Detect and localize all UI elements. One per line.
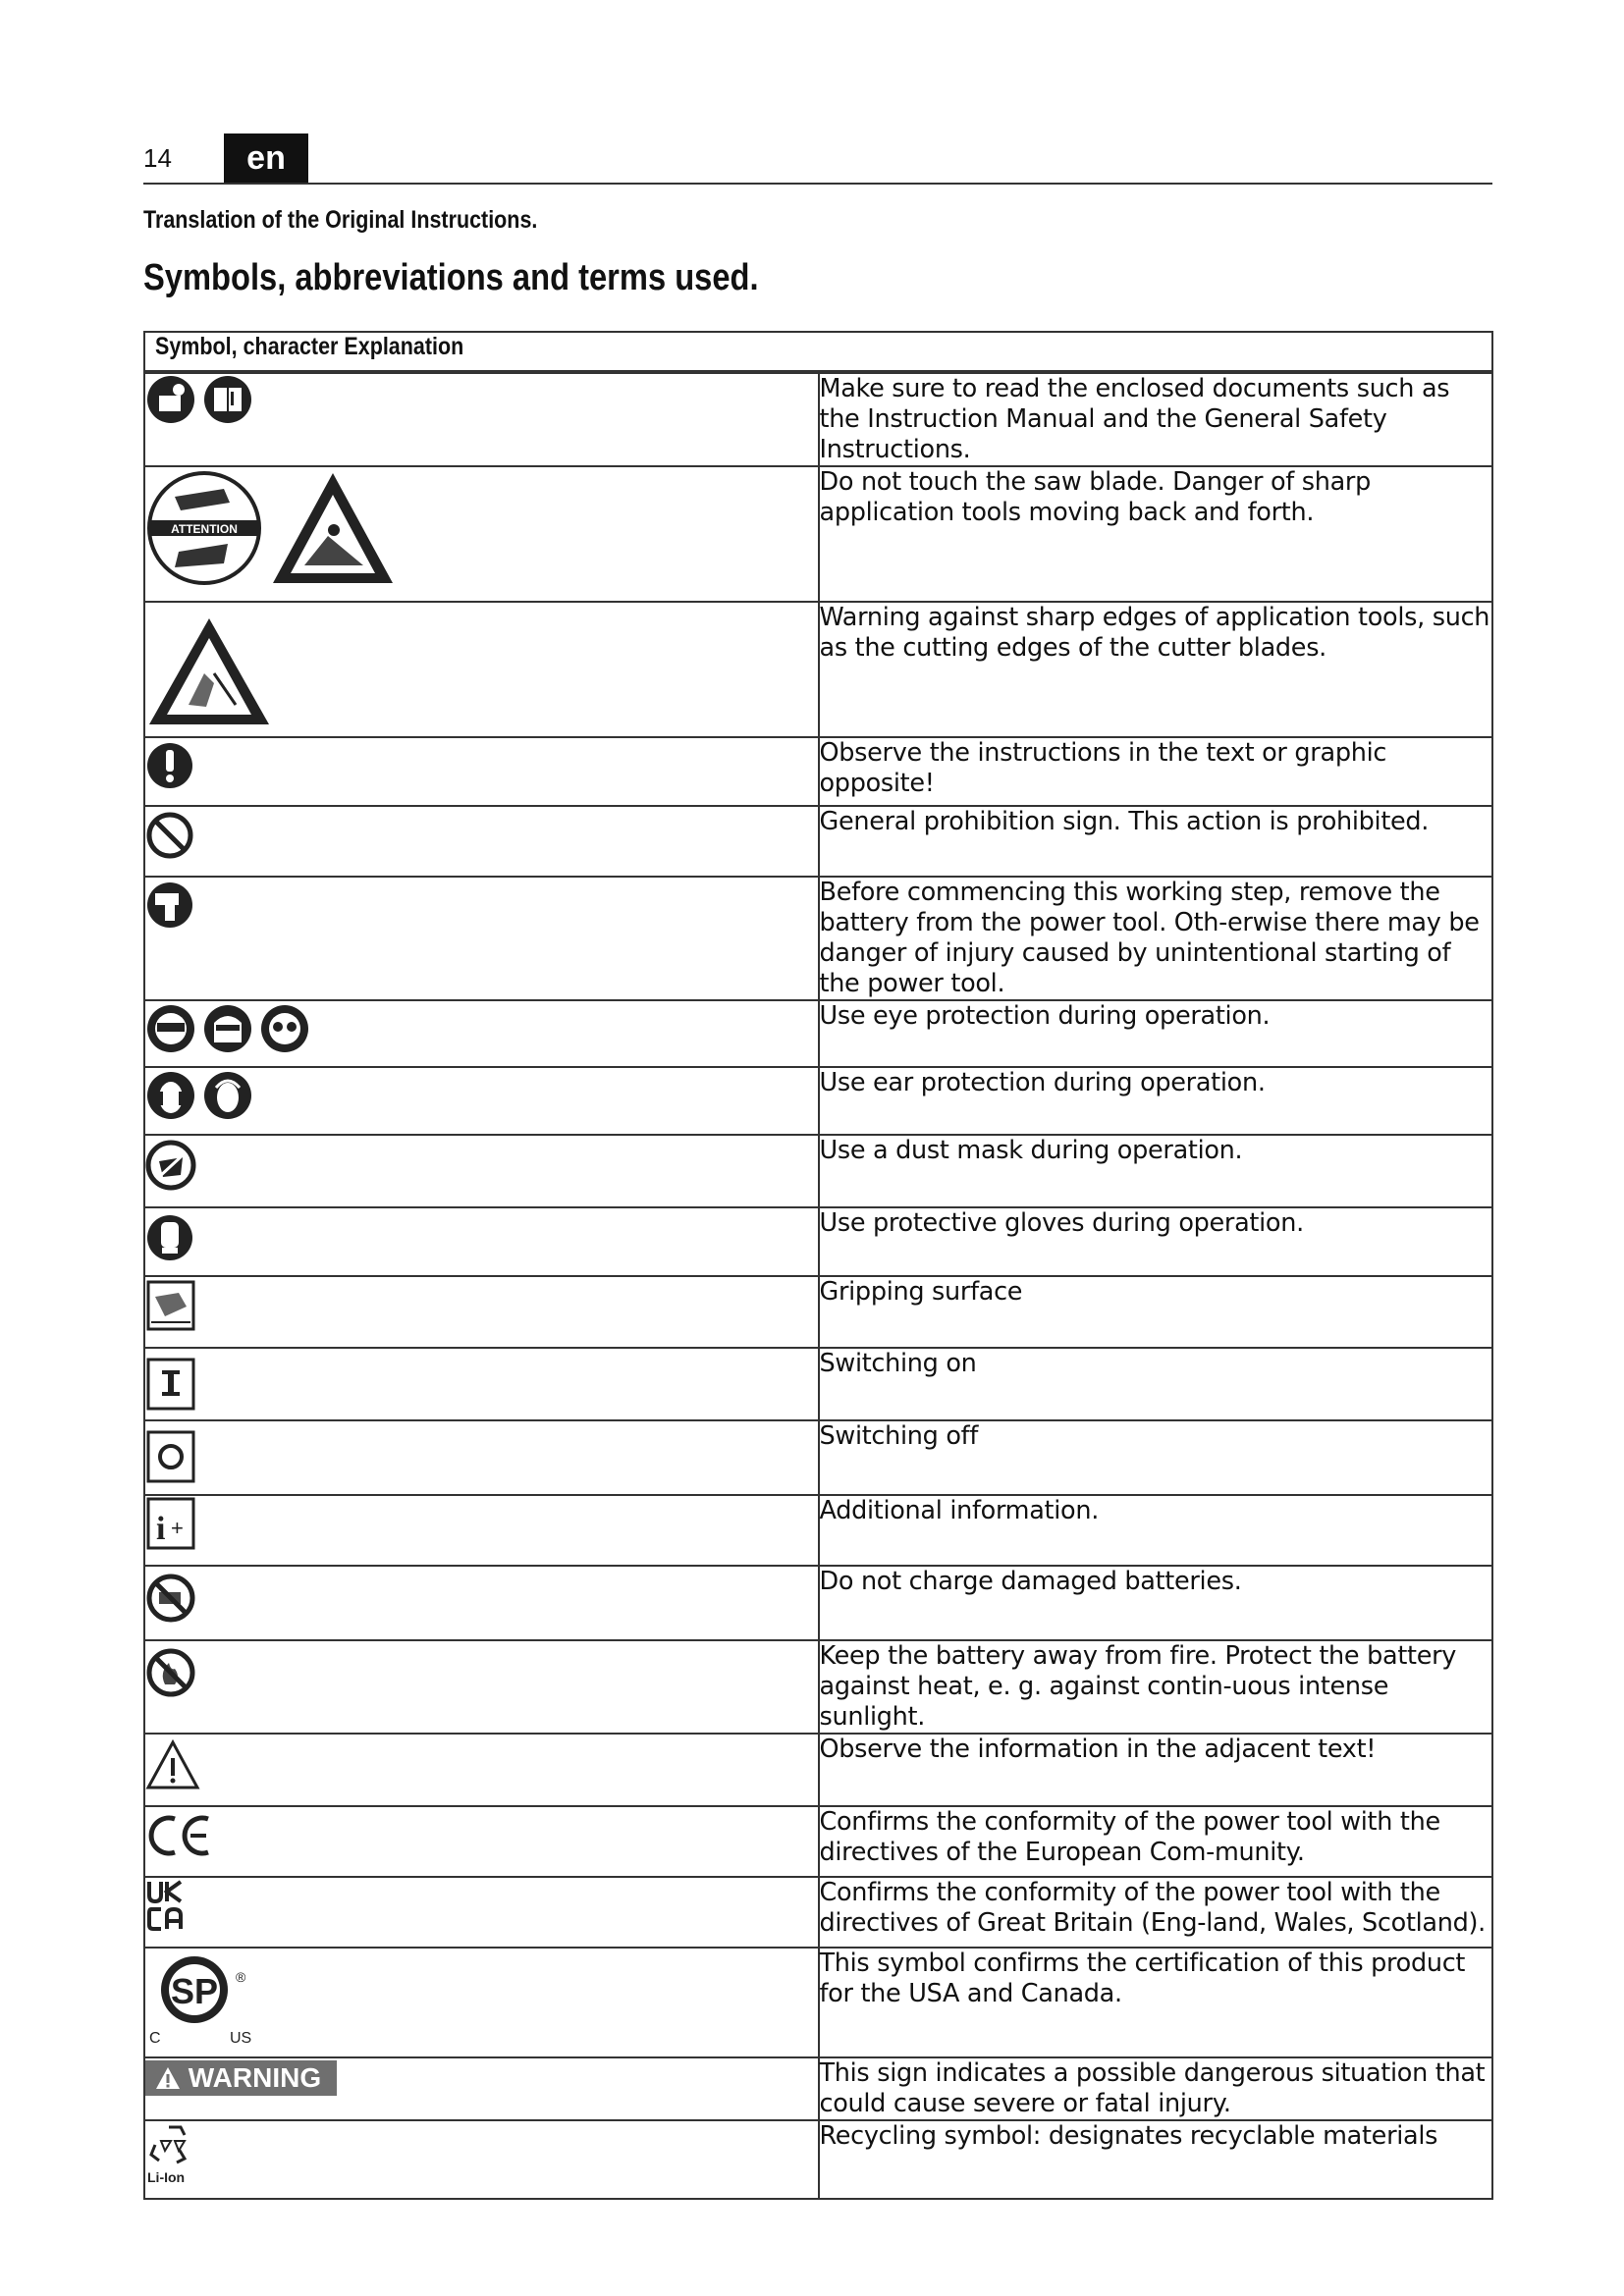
table-header-row bbox=[144, 332, 1492, 371]
manual-book-icon bbox=[202, 374, 253, 425]
switch-off-icon bbox=[145, 1429, 196, 1484]
cutting-edge-warning-triangle-icon bbox=[145, 614, 273, 728]
header-symbol: Symbol, character bbox=[155, 333, 339, 360]
ukca-mark-icon bbox=[145, 1878, 185, 1933]
explanation-cell: Use ear protection during operation. bbox=[819, 1067, 1493, 1135]
switch-on-icon bbox=[145, 1357, 196, 1412]
page-number: 14 bbox=[143, 143, 172, 173]
symbol-cell bbox=[144, 1207, 819, 1276]
symbol-cell bbox=[144, 2120, 819, 2199]
table-row bbox=[144, 1566, 1492, 1640]
warning-triangle-icon bbox=[155, 2066, 181, 2090]
explanation-cell: General prohibition sign. This action is prohibited. bbox=[819, 806, 1493, 877]
dust-mask-icon bbox=[145, 1136, 196, 1191]
ce-mark-icon bbox=[145, 1811, 214, 1860]
additional-information-icon bbox=[145, 1496, 196, 1551]
table-row bbox=[144, 1276, 1492, 1348]
explanation-cell: Use eye protection during operation. bbox=[819, 1000, 1493, 1067]
explanation-cell: Use protective gloves during operation. bbox=[819, 1207, 1493, 1276]
table-row bbox=[144, 1495, 1492, 1566]
mandatory-exclamation-icon bbox=[145, 738, 194, 791]
explanation-cell: Gripping surface bbox=[819, 1276, 1493, 1348]
prohibition-sign-icon bbox=[145, 807, 194, 860]
explanation-cell: Observe the information in the adjacent text! bbox=[819, 1734, 1493, 1806]
eye-protection-goggles-icon bbox=[145, 1001, 196, 1056]
symbol-cell bbox=[144, 1640, 819, 1734]
ear-muffs-icon bbox=[202, 1068, 253, 1123]
svg-text:C: C bbox=[149, 2030, 161, 2047]
table-row bbox=[144, 1734, 1492, 1806]
symbol-cell bbox=[144, 1495, 819, 1566]
symbol-cell bbox=[144, 1877, 819, 1948]
svg-text:US: US bbox=[230, 2030, 252, 2047]
symbol-cell bbox=[144, 737, 819, 806]
symbol-cell bbox=[144, 1000, 819, 1067]
explanation-cell: Switching on bbox=[819, 1348, 1493, 1420]
explanation-cell: Recycling symbol: designates recyclable materials bbox=[819, 2120, 1493, 2199]
symbol-cell bbox=[144, 1420, 819, 1495]
read-documents-icon bbox=[145, 374, 196, 425]
table-row bbox=[144, 2057, 1492, 2120]
table-row bbox=[144, 373, 1492, 466]
face-shield-icon bbox=[202, 1001, 253, 1056]
symbol-cell bbox=[144, 602, 819, 737]
svg-text:Li-Ion: Li-Ion bbox=[147, 2169, 186, 2185]
attention-saw-blade-icon bbox=[145, 467, 263, 589]
sharp-tool-warning-triangle-icon bbox=[269, 467, 397, 589]
warning-badge-label: WARNING bbox=[188, 2062, 322, 2093]
symbols-table bbox=[143, 331, 1493, 2200]
symbol-cell bbox=[144, 1276, 819, 1348]
warning-triangle-icon bbox=[145, 1738, 200, 1791]
explanation-cell: This symbol confirms the certification of this product for the USA and Canada. bbox=[819, 1948, 1493, 2057]
language-badge: en bbox=[224, 133, 308, 183]
symbol-cell bbox=[144, 1067, 819, 1135]
symbol-cell bbox=[144, 1806, 819, 1877]
protective-gloves-icon bbox=[145, 1208, 194, 1263]
explanation-cell: Keep the battery away from fire. Protect the battery against heat, e. g. against contin-uous intense sunlight. bbox=[819, 1640, 1493, 1734]
explanation-cell: This sign indicates a possible dangerous situation that could cause severe or fatal injury. bbox=[819, 2057, 1493, 2120]
table-row bbox=[144, 1135, 1492, 1207]
symbol-cell bbox=[144, 1566, 819, 1640]
table-row bbox=[144, 806, 1492, 877]
table-row bbox=[144, 1067, 1492, 1135]
explanation-cell: Use a dust mask during operation. bbox=[819, 1135, 1493, 1207]
explanation-cell: Make sure to read the enclosed documents such as the Instruction Manual and the General Safety Instructions. bbox=[819, 373, 1493, 466]
symbol-cell bbox=[144, 466, 819, 602]
section-title: Symbols, abbreviations and terms used. bbox=[143, 257, 759, 298]
svg-text:SP: SP bbox=[170, 1971, 219, 2011]
table-row bbox=[144, 1877, 1492, 1948]
recycling-li-ion-icon bbox=[145, 2121, 204, 2188]
table-row bbox=[144, 1420, 1492, 1495]
explanation-cell: Additional information. bbox=[819, 1495, 1493, 1566]
table-row bbox=[144, 2120, 1492, 2199]
table-row bbox=[144, 466, 1492, 602]
symbol-cell bbox=[144, 2057, 819, 2120]
explanation-cell: Confirms the conformity of the power tool with the directives of Great Britain (Eng-land, Wales, Scotland). bbox=[819, 1877, 1493, 1948]
explanation-cell: Before commencing this working step, remove the battery from the power tool. Oth-erwise there may be danger of injury caused by unintentional starting of the power tool. bbox=[819, 877, 1493, 1000]
table-row bbox=[144, 1000, 1492, 1067]
symbol-cell bbox=[144, 1135, 819, 1207]
explanation-cell: Observe the instructions in the text or graphic opposite! bbox=[819, 737, 1493, 806]
symbol-cell bbox=[144, 1348, 819, 1420]
keep-away-from-fire-icon bbox=[145, 1641, 196, 1698]
table-row bbox=[144, 877, 1492, 1000]
explanation-cell: Warning against sharp edges of application tools, such as the cutting edges of the cutter blades. bbox=[819, 602, 1493, 737]
explanation-cell: Do not touch the saw blade. Danger of sharp application tools moving back and forth. bbox=[819, 466, 1493, 602]
safety-glasses-icon bbox=[259, 1001, 310, 1056]
symbol-cell bbox=[144, 806, 819, 877]
symbol-cell bbox=[144, 1948, 819, 2057]
table-row bbox=[144, 1640, 1492, 1734]
explanation-cell: Confirms the conformity of the power tool with the directives of the European Com-munity. bbox=[819, 1806, 1493, 1877]
table-row bbox=[144, 1207, 1492, 1276]
table-header bbox=[144, 332, 1492, 371]
remove-battery-icon bbox=[145, 878, 194, 931]
header-explanation: Explanation bbox=[344, 333, 464, 360]
symbol-cell bbox=[144, 877, 819, 1000]
csa-certification-icon bbox=[145, 1949, 263, 2047]
symbol-cell bbox=[144, 373, 819, 466]
table-row bbox=[144, 1806, 1492, 1877]
warning-signal-word-icon bbox=[145, 2060, 337, 2096]
explanation-cell: Switching off bbox=[819, 1420, 1493, 1495]
no-charging-damaged-battery-icon bbox=[145, 1567, 196, 1624]
svg-text:®: ® bbox=[236, 1969, 246, 1985]
symbol-cell bbox=[144, 1734, 819, 1806]
table-row bbox=[144, 737, 1492, 806]
table-row bbox=[144, 1348, 1492, 1420]
explanation-cell: Do not charge damaged batteries. bbox=[819, 1566, 1493, 1640]
gripping-surface-icon bbox=[145, 1277, 196, 1334]
document-subtitle: Translation of the Original Instructions. bbox=[143, 206, 538, 234]
table-row bbox=[144, 1948, 1492, 2057]
table-row bbox=[144, 602, 1492, 737]
svg-text:+: + bbox=[171, 1516, 184, 1540]
svg-text:ATTENTION: ATTENTION bbox=[171, 522, 238, 536]
page-header bbox=[143, 132, 1492, 185]
svg-text:i: i bbox=[156, 1511, 166, 1547]
ear-protection-icon bbox=[145, 1068, 196, 1123]
